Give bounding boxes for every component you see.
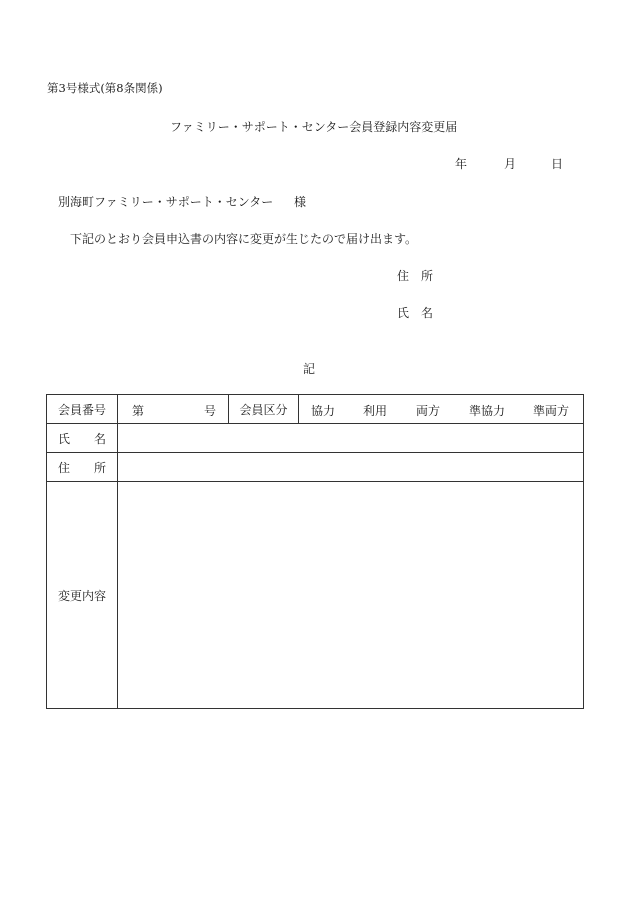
member-type-label: 会員区分 — [229, 395, 299, 424]
statement-text: 下記のとおり会員申込書の内容に変更が生じたので届け出ます。 — [70, 232, 418, 246]
name-field[interactable] — [118, 424, 584, 453]
registration-change-table — [46, 394, 584, 709]
applicant-name-label: 氏名 — [397, 306, 446, 320]
change-content-row — [47, 482, 584, 709]
addressee — [58, 193, 307, 210]
member-number-field[interactable] — [118, 395, 229, 424]
date-year-label: 年 — [455, 157, 468, 171]
member-type-options — [299, 395, 584, 424]
date-day-label: 日 — [551, 157, 564, 171]
change-content-field[interactable] — [118, 482, 584, 709]
date-month-label: 月 — [504, 157, 517, 171]
member-type-option[interactable]: 協力 — [311, 404, 336, 418]
name-row — [47, 424, 584, 453]
address-row — [47, 453, 584, 482]
member-type-option[interactable]: 準両方 — [533, 404, 570, 418]
member-number-row — [47, 395, 584, 424]
ki-heading: 記 — [303, 362, 316, 376]
address-label: 住 所 — [47, 453, 118, 482]
addressee-honorific: 様 — [294, 195, 307, 209]
member-number-label: 会員番号 — [47, 395, 118, 424]
number-suffix: 号 — [204, 404, 217, 418]
name-label: 氏 名 — [47, 424, 118, 453]
form-number: 第3号様式(第8条関係) — [47, 81, 163, 95]
change-content-label: 変更内容 — [47, 482, 118, 709]
member-type-option[interactable]: 準協力 — [469, 404, 506, 418]
number-prefix: 第 — [132, 404, 145, 418]
address-field[interactable] — [118, 453, 584, 482]
document-title: ファミリー・サポート・センター会員登録内容変更届 — [170, 120, 458, 134]
applicant-address-label: 住所 — [397, 269, 446, 283]
member-type-option[interactable]: 利用 — [363, 404, 388, 418]
addressee-name: 別海町ファミリー・サポート・センター — [58, 195, 274, 209]
member-type-option[interactable]: 両方 — [416, 404, 441, 418]
